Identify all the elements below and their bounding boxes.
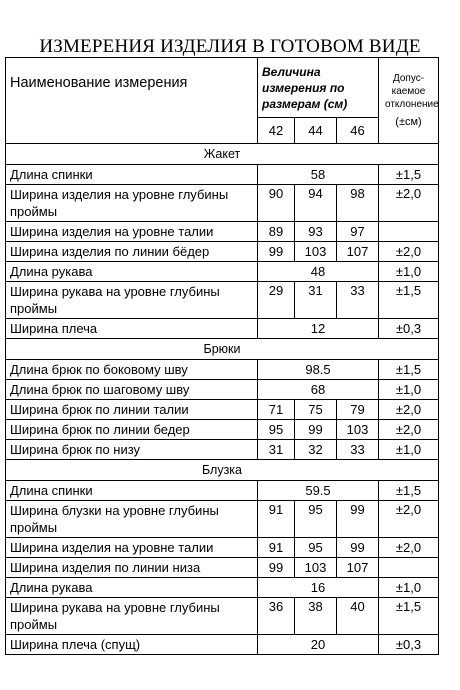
page-title: ИЗМЕРЕНИЯ ИЗДЕЛИЯ В ГОТОВОМ ВИДЕ bbox=[39, 36, 421, 57]
tolerance-value: ±2,0 bbox=[379, 185, 439, 222]
size-44-value: 32 bbox=[295, 440, 337, 460]
table-row bbox=[6, 242, 439, 262]
table-row bbox=[6, 380, 439, 400]
measurement-value: 12 bbox=[258, 319, 379, 339]
size-44-value: 94 bbox=[295, 185, 337, 222]
size-42-value: 99 bbox=[258, 558, 295, 578]
size-42-value: 89 bbox=[258, 222, 295, 242]
size-44-value: 38 bbox=[295, 598, 337, 635]
header-measurement-name: Наименование измерения bbox=[6, 58, 258, 144]
measurement-name: Ширина плеча (спущ) bbox=[6, 635, 258, 655]
measurement-name: Длина спинки bbox=[6, 165, 258, 185]
measurement-name: Ширина плеча bbox=[6, 319, 258, 339]
measurement-value: 48 bbox=[258, 262, 379, 282]
table-row bbox=[6, 635, 439, 655]
size-42-value: 91 bbox=[258, 538, 295, 558]
table-row bbox=[6, 578, 439, 598]
size-42-value: 31 bbox=[258, 440, 295, 460]
measurement-name: Ширина изделия на уровне талии bbox=[6, 538, 258, 558]
measurement-value: 59.5 bbox=[258, 481, 379, 501]
tolerance-value: ±1,0 bbox=[379, 380, 439, 400]
tolerance-value: ±1,0 bbox=[379, 262, 439, 282]
size-44-value: 99 bbox=[295, 420, 337, 440]
measurement-value: 20 bbox=[258, 635, 379, 655]
measurement-value: 98.5 bbox=[258, 360, 379, 380]
tolerance-value bbox=[379, 558, 439, 578]
table-row bbox=[6, 598, 439, 635]
size-46-value: 98 bbox=[337, 185, 379, 222]
measurement-name: Ширина брюк по линии талии bbox=[6, 400, 258, 420]
tolerance-value: ±2,0 bbox=[379, 538, 439, 558]
tolerance-value: ±1,5 bbox=[379, 165, 439, 185]
size-46-value: 99 bbox=[337, 501, 379, 538]
measurement-name: Ширина брюк по низу bbox=[6, 440, 258, 460]
header-size-46: 46 bbox=[337, 118, 379, 144]
size-42-value: 29 bbox=[258, 282, 295, 319]
table-row bbox=[6, 400, 439, 420]
measurement-name: Длина рукава bbox=[6, 578, 258, 598]
measurement-name: Длина спинки bbox=[6, 481, 258, 501]
measurement-name: Ширина рукава на уровне глубины проймы bbox=[6, 598, 258, 635]
size-44-value: 75 bbox=[295, 400, 337, 420]
size-44-value: 95 bbox=[295, 501, 337, 538]
table-row bbox=[6, 165, 439, 185]
tolerance-value: ±2,0 bbox=[379, 501, 439, 538]
tolerance-value: ±2,0 bbox=[379, 420, 439, 440]
table-row bbox=[6, 481, 439, 501]
tolerance-value bbox=[379, 222, 439, 242]
size-46-value: 107 bbox=[337, 242, 379, 262]
tolerance-value: ±0,3 bbox=[379, 635, 439, 655]
measurement-name: Ширина изделия на уровне талии bbox=[6, 222, 258, 242]
tolerance-value: ±0,3 bbox=[379, 319, 439, 339]
size-46-value: 97 bbox=[337, 222, 379, 242]
header-size-42: 42 bbox=[258, 118, 295, 144]
header-tolerance-unit: (±см) bbox=[395, 116, 422, 128]
table-row bbox=[6, 222, 439, 242]
measurements-table bbox=[5, 57, 439, 655]
tolerance-value: ±1,0 bbox=[379, 440, 439, 460]
size-46-value: 33 bbox=[337, 440, 379, 460]
size-44-value: 31 bbox=[295, 282, 337, 319]
size-46-value: 33 bbox=[337, 282, 379, 319]
size-46-value: 79 bbox=[337, 400, 379, 420]
measurement-name: Ширина рукава на уровне глубины проймы bbox=[6, 282, 258, 319]
section-header: Жакет bbox=[6, 144, 439, 165]
header-tolerance-label: Допус-каемое отклонение bbox=[385, 73, 439, 110]
header-size-44: 44 bbox=[295, 118, 337, 144]
size-42-value: 99 bbox=[258, 242, 295, 262]
size-44-value: 103 bbox=[295, 242, 337, 262]
size-44-value: 93 bbox=[295, 222, 337, 242]
tolerance-value: ±1,5 bbox=[379, 598, 439, 635]
size-42-value: 95 bbox=[258, 420, 295, 440]
section-header: Брюки bbox=[6, 339, 439, 360]
size-42-value: 91 bbox=[258, 501, 295, 538]
size-46-value: 40 bbox=[337, 598, 379, 635]
measurement-name: Ширина брюк по линии бедер bbox=[6, 420, 258, 440]
tolerance-value: ±1,5 bbox=[379, 481, 439, 501]
measurement-name: Длина брюк по боковому шву bbox=[6, 360, 258, 380]
size-46-value: 107 bbox=[337, 558, 379, 578]
header-tolerance bbox=[379, 58, 439, 144]
measurement-name: Ширина изделия по линии низа bbox=[6, 558, 258, 578]
table-row bbox=[6, 538, 439, 558]
header-size-values: Величина измерения по размерам (см) bbox=[258, 58, 379, 118]
tolerance-value: ±2,0 bbox=[379, 242, 439, 262]
tolerance-value: ±2,0 bbox=[379, 400, 439, 420]
table-row bbox=[6, 501, 439, 538]
table-row bbox=[6, 360, 439, 380]
measurement-value: 68 bbox=[258, 380, 379, 400]
size-42-value: 90 bbox=[258, 185, 295, 222]
table-row bbox=[6, 262, 439, 282]
measurement-name: Ширина изделия по линии бёдер bbox=[6, 242, 258, 262]
size-46-value: 103 bbox=[337, 420, 379, 440]
measurement-name: Длина рукава bbox=[6, 262, 258, 282]
size-44-value: 95 bbox=[295, 538, 337, 558]
size-46-value: 99 bbox=[337, 538, 379, 558]
section-header: Блузка bbox=[6, 460, 439, 481]
table-header bbox=[6, 58, 439, 144]
measurement-value: 58 bbox=[258, 165, 379, 185]
measurement-name: Длина брюк по шаговому шву bbox=[6, 380, 258, 400]
table-row bbox=[6, 319, 439, 339]
table-row bbox=[6, 185, 439, 222]
measurement-value: 16 bbox=[258, 578, 379, 598]
table-row bbox=[6, 440, 439, 460]
size-42-value: 36 bbox=[258, 598, 295, 635]
tolerance-value: ±1,0 bbox=[379, 578, 439, 598]
measurement-name: Ширина блузки на уровне глубины проймы bbox=[6, 501, 258, 538]
tolerance-value: ±1,5 bbox=[379, 360, 439, 380]
tolerance-value: ±1,5 bbox=[379, 282, 439, 319]
measurement-name: Ширина изделия на уровне глубины проймы bbox=[6, 185, 258, 222]
table-row bbox=[6, 558, 439, 578]
table-row bbox=[6, 282, 439, 319]
size-44-value: 103 bbox=[295, 558, 337, 578]
table-body bbox=[6, 144, 439, 655]
size-42-value: 71 bbox=[258, 400, 295, 420]
table-row bbox=[6, 420, 439, 440]
